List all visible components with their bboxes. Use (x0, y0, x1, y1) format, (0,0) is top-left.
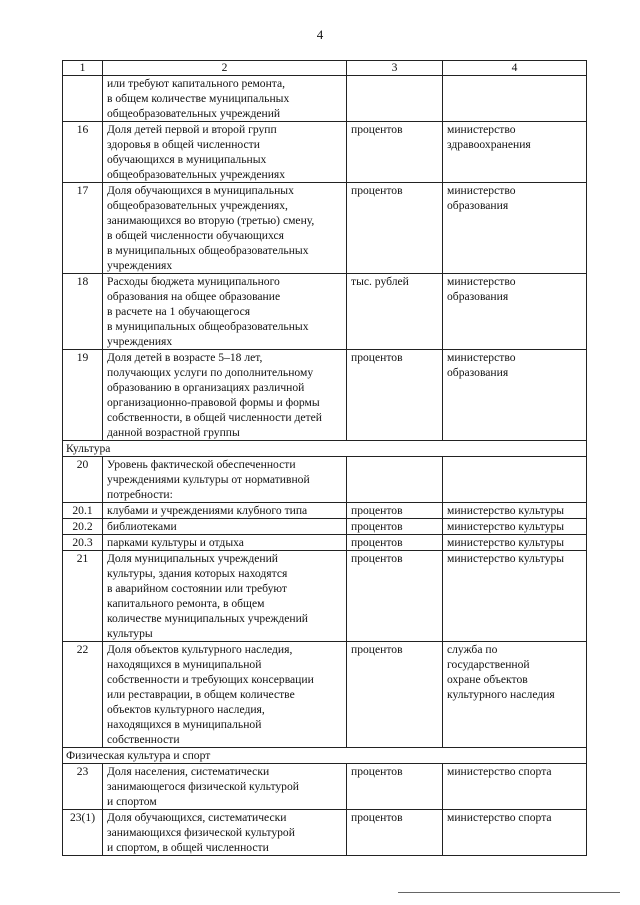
responsible-ministry: министерство культуры (443, 519, 587, 535)
table-row (63, 122, 587, 183)
indicator-name: Доля детей в возрасте 5–18 лет, получающих услуги по дополнительному образованию в организациях различной организационно-правовой формы и формы собственности, в общей численности детей данной возрастной группы (103, 350, 347, 441)
row-number: 20.2 (63, 519, 103, 535)
indicator-name: клубами и учреждениями клубного типа (103, 503, 347, 519)
indicator-name: Доля обучающихся, систематически занимающихся физической культурой и спортом, в общей численности (103, 810, 347, 856)
row-number: 21 (63, 551, 103, 642)
page-number: 4 (316, 27, 324, 42)
indicator-name: или требуют капитального ремонта, в общем количестве муниципальных общеобразовательных учреждений (103, 76, 347, 122)
row-number: 20.1 (63, 503, 103, 519)
table-row (63, 642, 587, 748)
indicator-name: Уровень фактической обеспеченности учреждениями культуры от нормативной потребности: (103, 457, 347, 503)
unit-of-measure: процентов (347, 764, 443, 810)
section-row (63, 441, 587, 457)
responsible-ministry: министерство культуры (443, 535, 587, 551)
responsible-ministry: министерство здравоохранения (443, 122, 587, 183)
table-row (63, 503, 587, 519)
row-number: 17 (63, 183, 103, 274)
row-number: 20 (63, 457, 103, 503)
footer-line (398, 892, 620, 893)
row-number: 22 (63, 642, 103, 748)
responsible-ministry: служба по государственной охране объектов культурного наследия (443, 642, 587, 748)
table-row (63, 76, 587, 122)
section-label: Культура (63, 441, 587, 457)
row-number: 19 (63, 350, 103, 441)
row-number: 23 (63, 764, 103, 810)
unit-of-measure: процентов (347, 810, 443, 856)
indicator-name: Доля муниципальных учреждений культуры, здания которых находятся в аварийном состоянии или требуют капитального ремонта, в общем количестве муниципальных учреждений культуры (103, 551, 347, 642)
responsible-ministry: министерство культуры (443, 551, 587, 642)
indicator-name: библиотеками (103, 519, 347, 535)
table-row (63, 350, 587, 441)
table-row (63, 551, 587, 642)
unit-of-measure: процентов (347, 122, 443, 183)
responsible-ministry: министерство культуры (443, 503, 587, 519)
indicator-name: парками культуры и отдыха (103, 535, 347, 551)
responsible-ministry: министерство образования (443, 274, 587, 350)
responsible-ministry: министерство образования (443, 183, 587, 274)
row-number: 23(1) (63, 810, 103, 856)
table-row (63, 274, 587, 350)
header-cell-2: 2 (103, 61, 347, 76)
row-number: 16 (63, 122, 103, 183)
row-number: 20.3 (63, 535, 103, 551)
unit-of-measure: процентов (347, 642, 443, 748)
responsible-ministry (443, 457, 587, 503)
unit-of-measure (347, 457, 443, 503)
row-number: 18 (63, 274, 103, 350)
responsible-ministry (443, 76, 587, 122)
header-cell-3: 3 (347, 61, 443, 76)
unit-of-measure (347, 76, 443, 122)
indicator-name: Доля обучающихся в муниципальных общеобразовательных учреждениях, занимающихся во вторую (третью) смену, в общей численности обучающихся в муниципальных общеобразовательных учреждениях (103, 183, 347, 274)
unit-of-measure: процентов (347, 350, 443, 441)
table-row (63, 519, 587, 535)
table-row (63, 457, 587, 503)
indicator-name: Доля населения, систематически занимающегося физической культурой и спортом (103, 764, 347, 810)
table-row (63, 810, 587, 856)
responsible-ministry: министерство образования (443, 350, 587, 441)
header-cell-1: 1 (63, 61, 103, 76)
unit-of-measure: процентов (347, 503, 443, 519)
indicator-name: Расходы бюджета муниципального образования на общее образование в расчете на 1 обучающегося в муниципальных общеобразовательных учреждениях (103, 274, 347, 350)
unit-of-measure: процентов (347, 519, 443, 535)
row-number (63, 76, 103, 122)
indicators-table (62, 60, 587, 856)
header-cell-4: 4 (443, 61, 587, 76)
section-row (63, 748, 587, 764)
section-label: Физическая культура и спорт (63, 748, 587, 764)
unit-of-measure: тыс. рублей (347, 274, 443, 350)
responsible-ministry: министерство спорта (443, 810, 587, 856)
table-row (63, 183, 587, 274)
responsible-ministry: министерство спорта (443, 764, 587, 810)
table-header-row (63, 61, 587, 76)
indicator-name: Доля детей первой и второй групп здоровья в общей численности обучающихся в муниципальных общеобразовательных учреждениях (103, 122, 347, 183)
unit-of-measure: процентов (347, 183, 443, 274)
table-body (63, 61, 587, 856)
table-row (63, 535, 587, 551)
unit-of-measure: процентов (347, 535, 443, 551)
table-row (63, 764, 587, 810)
unit-of-measure: процентов (347, 551, 443, 642)
indicator-name: Доля объектов культурного наследия, находящихся в муниципальной собственности и требующих консервации или реставрации, в общем количестве объектов культурного наследия, находящихся в муниципальной собственности (103, 642, 347, 748)
